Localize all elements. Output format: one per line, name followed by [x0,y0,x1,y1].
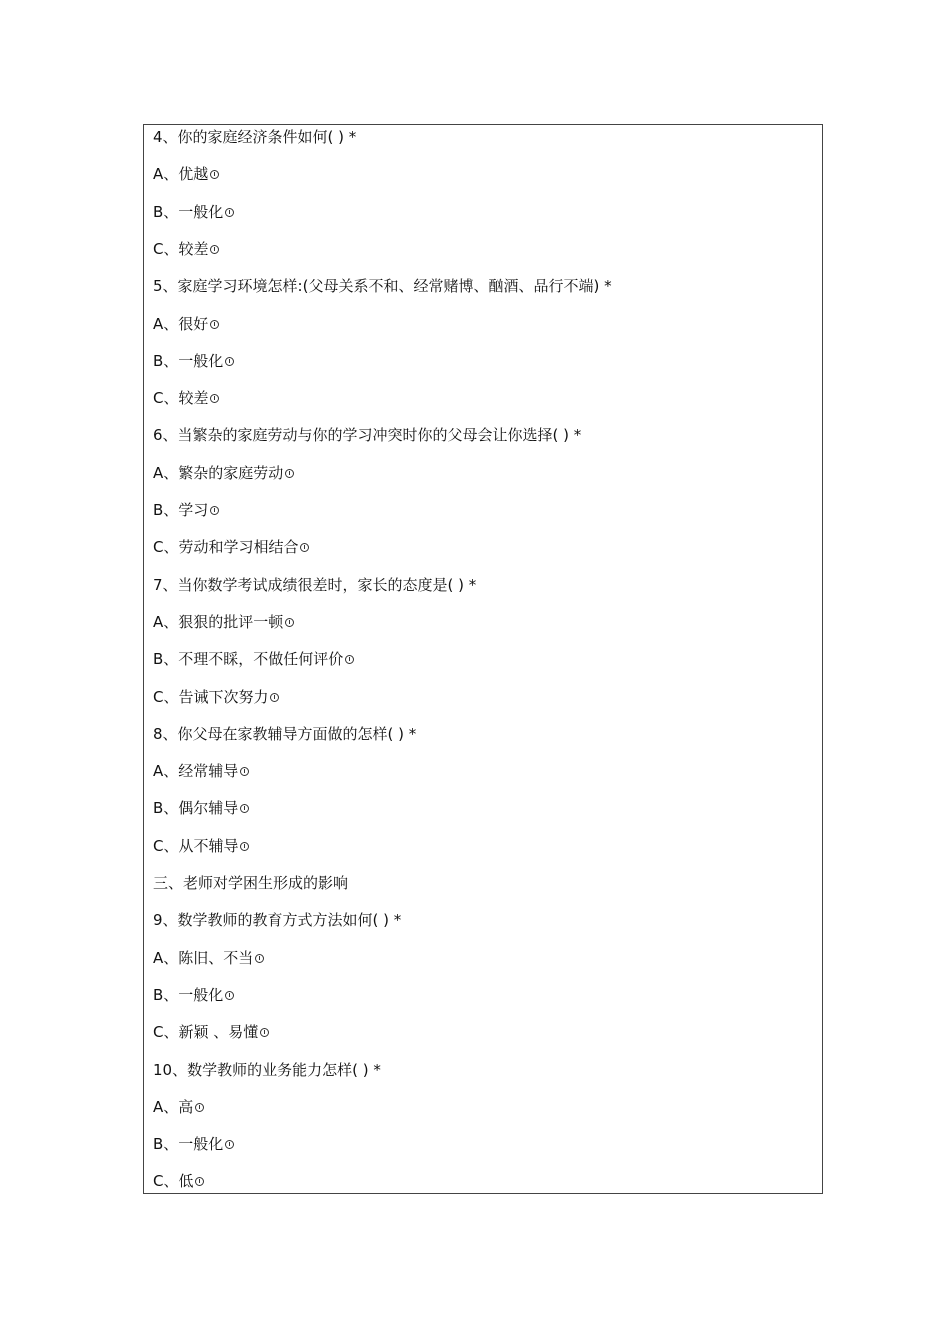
answer-option [153,162,219,186]
option-label: A、繁杂的家庭劳动 [153,463,284,482]
question-label: 4、你的家庭经济条件如何( ) * [153,128,357,146]
question-label: 三、老师对学困生形成的影响 [153,874,349,892]
option-label: A、优越 [153,165,209,184]
answer-option [153,1020,269,1044]
answer-option [153,796,249,820]
question-text [153,423,581,447]
answer-option [153,610,294,634]
option-label: A、高 [153,1097,194,1116]
clock-mark-icon [255,954,264,963]
clock-mark-icon [260,1028,269,1037]
question-text [153,125,356,149]
answer-option [153,1169,204,1193]
clock-mark-icon [210,394,219,403]
answer-option [153,237,219,261]
clock-mark-icon [210,170,219,179]
answer-option [153,312,219,336]
answer-option [153,685,279,709]
clock-mark-icon [210,320,219,329]
answer-option [153,1132,234,1156]
question-text [153,573,476,597]
clock-mark-icon [270,693,279,702]
clock-mark-icon [285,618,294,627]
option-label: A、陈旧、不当 [153,948,254,967]
clock-mark-icon [285,469,294,478]
clock-mark-icon [345,655,354,664]
answer-option [153,647,354,671]
option-label: B、学习 [153,501,209,519]
clock-mark-icon [240,767,249,776]
option-label: C、较差 [153,389,209,408]
option-label: B、一般化 [153,1135,224,1154]
answer-option [153,535,309,559]
answer-option [153,498,219,522]
option-label: A、很好 [153,314,209,333]
clock-mark-icon [225,208,234,217]
clock-mark-icon [195,1103,204,1112]
option-label: C、低 [153,1172,194,1191]
clock-mark-icon [195,1177,204,1186]
question-label: 7、当你数学考试成绩很差时，家长的态度是( ) * [153,575,477,594]
clock-mark-icon [240,804,249,813]
option-label: A、狠狠的批评一顿 [153,612,284,631]
clock-mark-icon [300,543,309,552]
question-text [153,1058,381,1082]
option-label: C、告诫下次努力 [153,687,269,706]
answer-option [153,349,234,373]
answer-option [153,200,234,224]
option-label: B、一般化 [153,351,224,370]
clock-mark-icon [225,357,234,366]
option-label: C、新颖 、易懂 [153,1023,259,1042]
clock-mark-icon [210,245,219,254]
answer-option [153,834,249,858]
option-label: B、不理不睬，不做任何评价 [153,650,344,669]
clock-mark-icon [225,1140,234,1149]
answer-option [153,946,264,970]
option-label: B、偶尔辅导 [153,799,239,818]
answer-option [153,461,294,485]
question-label: 9、数学教师的教育方式方法如何( ) * [153,911,402,930]
option-label: C、劳动和学习相结合 [153,538,299,557]
clock-mark-icon [225,991,234,1000]
question-text [153,274,612,298]
answer-option [153,983,234,1007]
clock-mark-icon [240,842,249,851]
clock-mark-icon [210,506,219,515]
question-label: 5、家庭学习环境怎样:(父母关系不和、经常赌博、酗酒、品行不端) * [153,277,612,296]
answer-option [153,1095,204,1119]
option-label: B、一般化 [153,985,224,1004]
option-label: A、经常辅导 [153,762,239,781]
answer-option [153,759,249,783]
question-text [153,871,348,895]
question-text [153,722,416,746]
answer-option [153,386,219,410]
option-label: C、较差 [153,239,209,258]
question-text [153,908,401,932]
question-label: 8、你父母在家教辅导方面做的怎样( ) * [153,724,417,743]
question-label: 10、数学教师的业务能力怎样( ) * [153,1060,381,1079]
option-label: B、一般化 [153,202,224,221]
question-label: 6、当繁杂的家庭劳动与你的学习冲突时你的父母会让你选择( ) * [153,426,582,445]
option-label: C、从不辅导 [153,836,239,855]
